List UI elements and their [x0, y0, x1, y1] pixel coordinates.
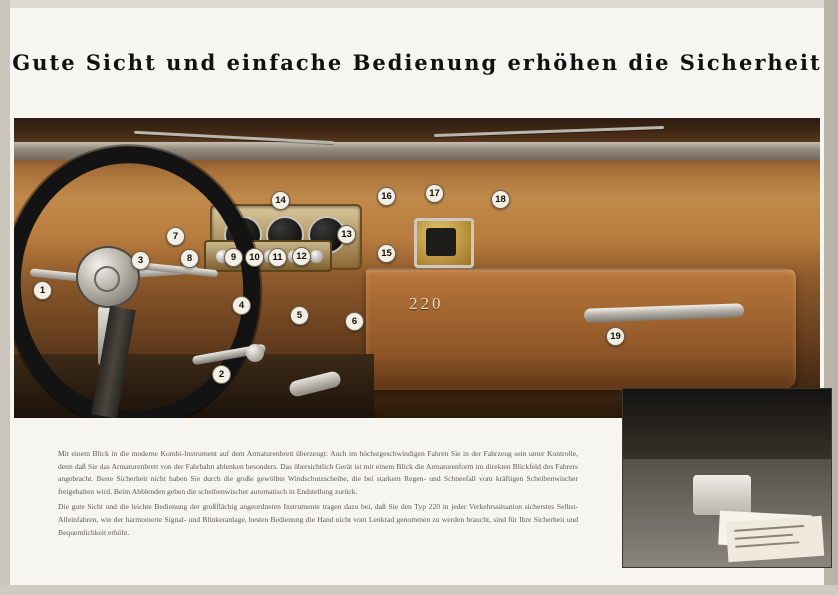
callout-marker: 2	[212, 365, 231, 384]
body-copy	[58, 448, 578, 542]
body-paragraph-1: Mit einem Blick in die moderne Kombi-Instrument auf dem Armaturenbrett überzeugt: Auch im höchstgeschwindigen Fahren Sie in der Fahrzeug sein unter Kontrolle, denn daß Sie das Armaturenbrett von der Fahrbahn ablenken besonders. Das übersichtlich Gerät ist mit einem Blick die Armaturenform im direkten Blickfeld des Fahrers angebracht. Beste Sicherheit nicht haben Sie durch die große gewölbte Windschutzscheibe, die bei starkem Regen- und Schneefall vom kräftigen Scheibenwischer freigehalten wird. Beim Abblenden geben die scheibenwischer automatisch in Endstellung zurück.	[58, 449, 578, 496]
callout-marker: 6	[345, 312, 364, 331]
callout-marker: 16	[377, 187, 396, 206]
model-badge: 220	[409, 294, 444, 313]
page-edge-bottom	[0, 585, 838, 595]
inset-photo	[622, 388, 832, 568]
body-paragraph-2: Die gute Sicht und die leichte Bedienung der großflächig angeordneten Instrumente tragen dazu bei, daß Sie den Typ 220 in jeder Verkehrssituation sicherstes Selbst-Alleinfahren, wie der harmonierte Signal- und Blinkeranlage, besten Bedienung die Hand nicht vom Lenkrad genommen zu werden braucht, sind für Ihre Sicherheit und Bequemlichkeit erhöht.	[58, 502, 578, 537]
callout-marker: 4	[232, 296, 251, 315]
callout-marker: 15	[377, 244, 396, 263]
callout-marker: 13	[337, 225, 356, 244]
callout-marker: 9	[224, 248, 243, 267]
callout-marker: 18	[491, 190, 510, 209]
radio-button-5	[310, 250, 323, 263]
inset-documents-front	[726, 516, 825, 563]
callout-marker: 12	[292, 247, 311, 266]
callout-marker: 7	[166, 227, 185, 246]
mercedes-star-icon	[94, 266, 120, 292]
callout-marker: 5	[290, 306, 309, 325]
inset-document-line-1	[734, 525, 804, 532]
inset-document-line-3	[735, 541, 799, 547]
callout-marker: 11	[268, 248, 287, 267]
page-edge-top	[0, 0, 838, 8]
clock-face	[426, 228, 456, 256]
page-edge-left	[0, 0, 10, 595]
callout-marker: 19	[606, 327, 625, 346]
callout-marker: 14	[271, 191, 290, 210]
page-surface	[10, 8, 824, 585]
dashboard-clock	[414, 218, 474, 268]
callout-marker: 3	[131, 251, 150, 270]
inset-dashboard	[623, 389, 831, 467]
callout-marker: 1	[33, 281, 52, 300]
handbrake-knob	[246, 344, 264, 362]
callout-marker: 10	[245, 248, 264, 267]
callout-marker: 17	[425, 184, 444, 203]
page-headline: Gute Sicht und einfache Bedienung erhöhen die Sicherheit	[12, 50, 822, 75]
inset-glovebox-interior	[693, 475, 751, 515]
inset-document-line-2	[735, 534, 793, 540]
glovebox-panel	[366, 268, 796, 390]
callout-marker: 8	[180, 249, 199, 268]
